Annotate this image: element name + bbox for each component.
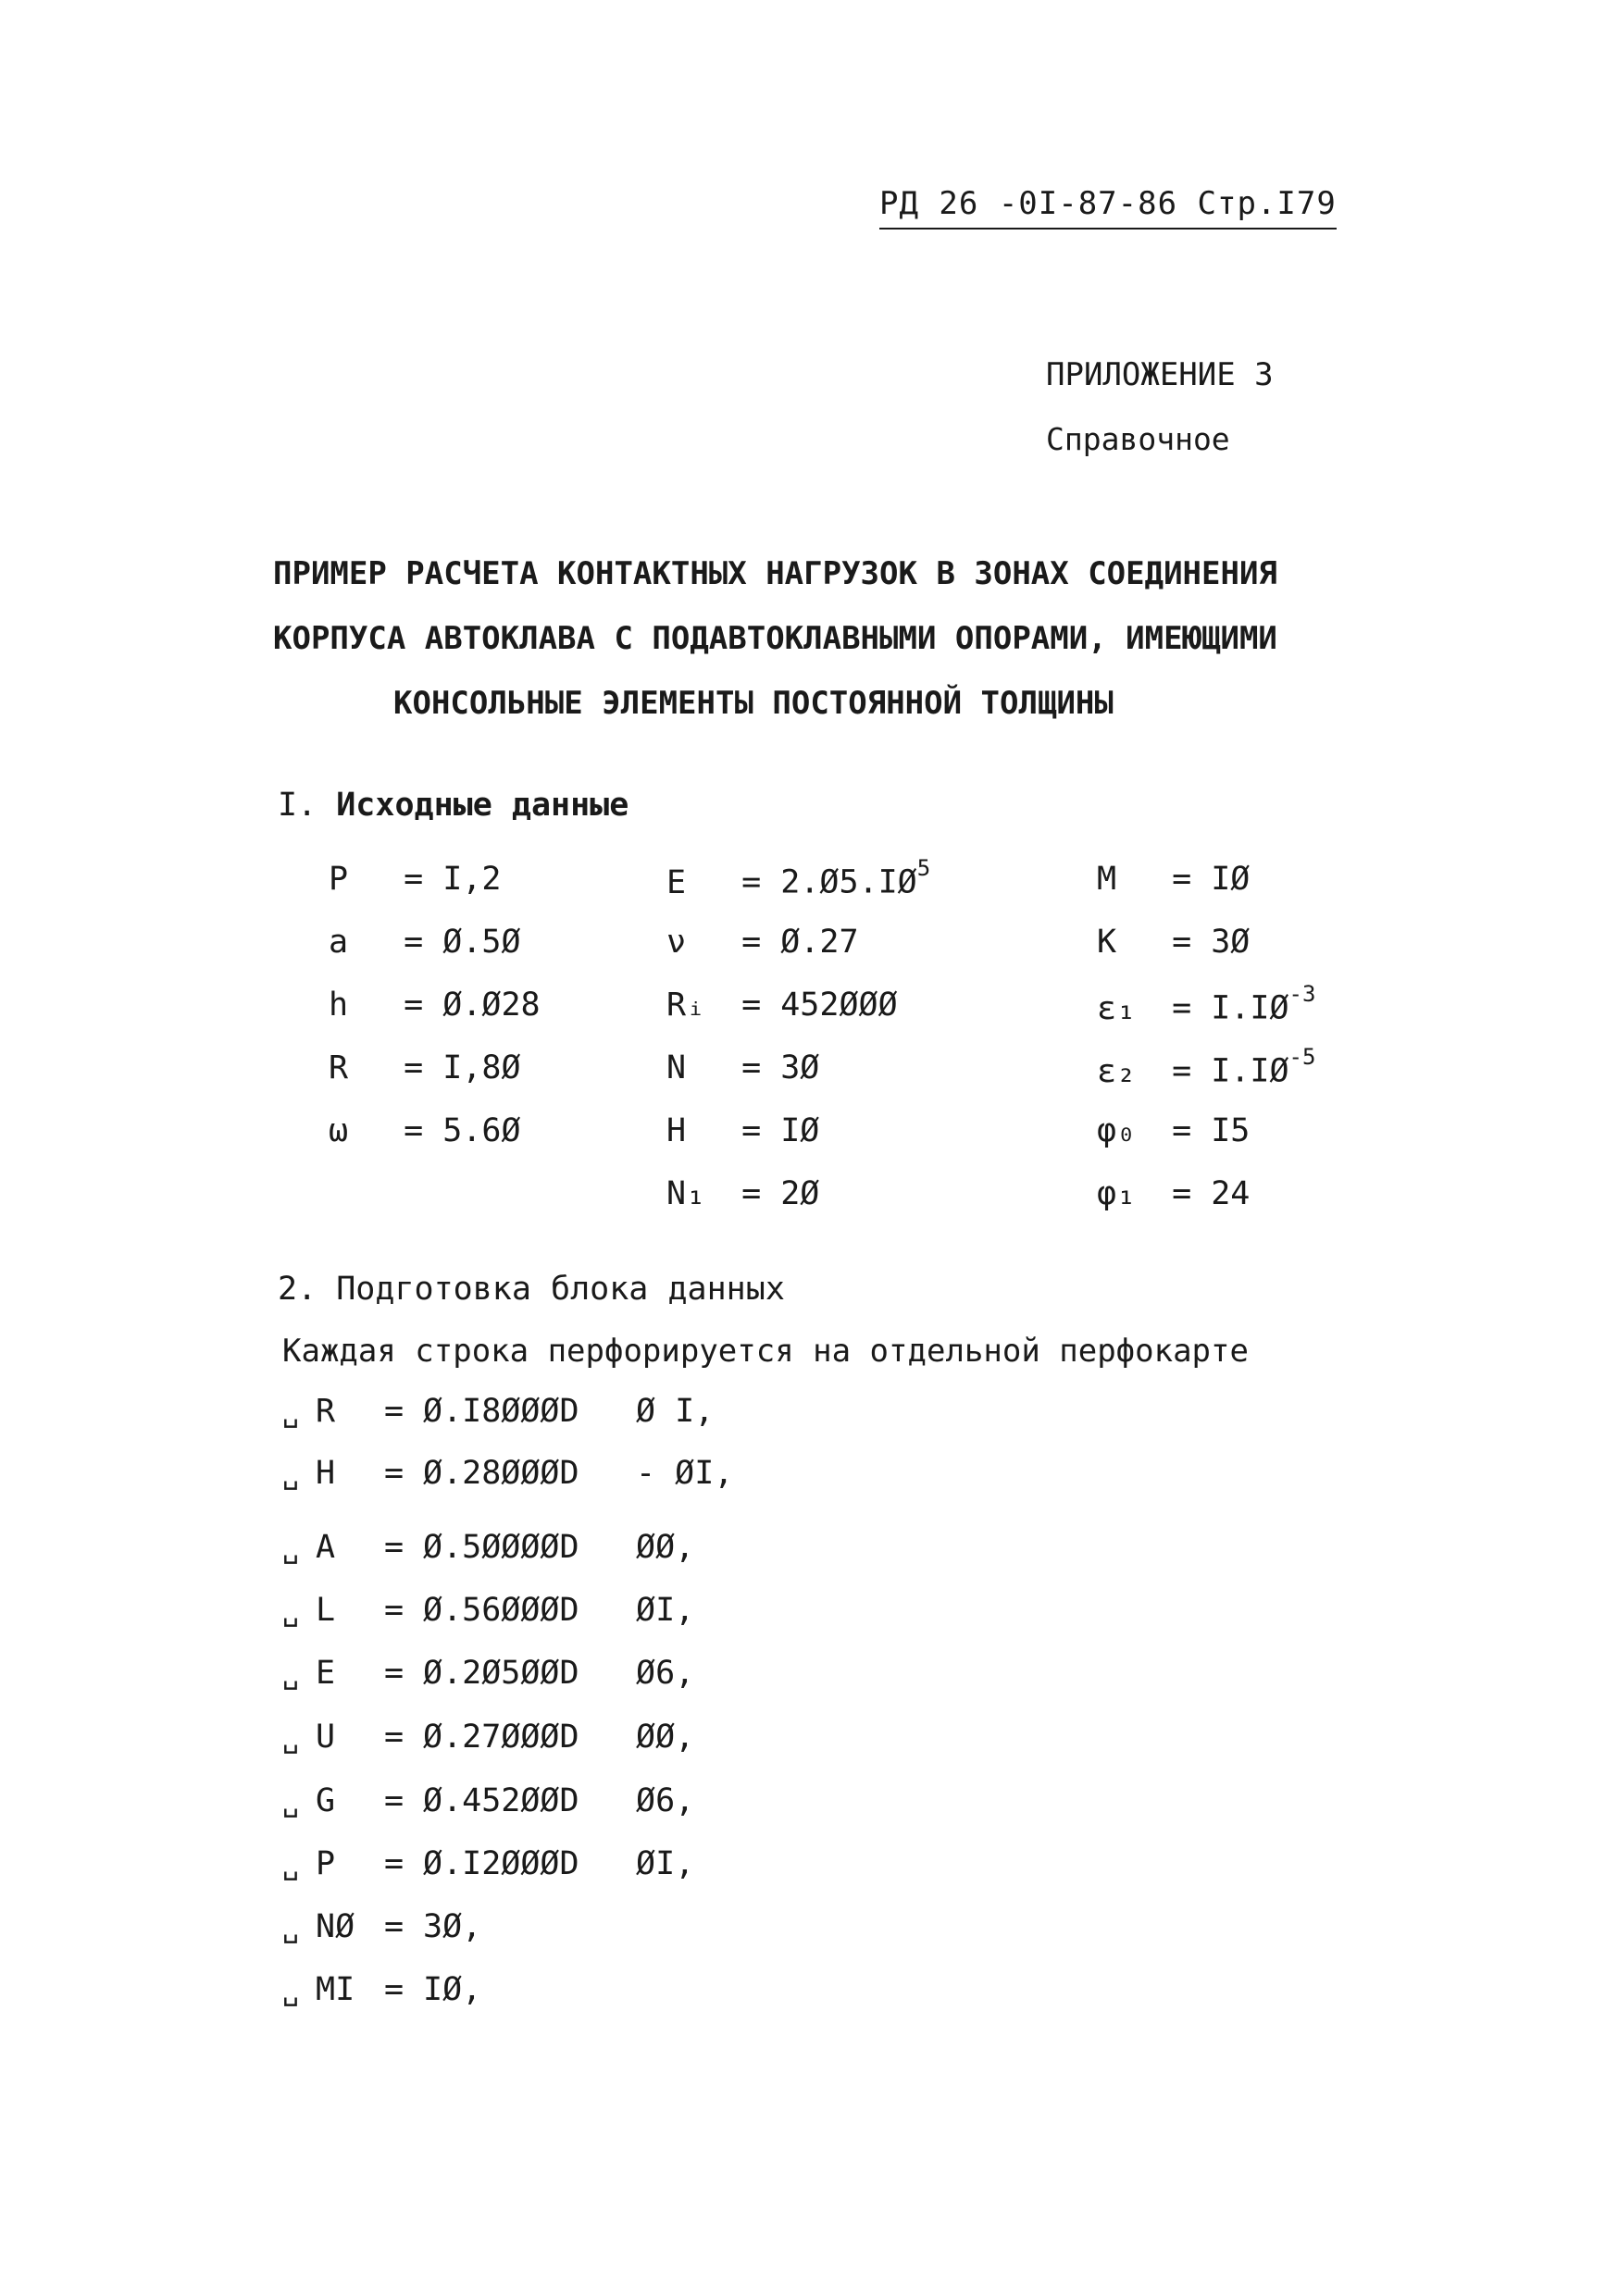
card-var: MI bbox=[316, 1971, 355, 2008]
card-exp: ØI, bbox=[636, 1845, 695, 1882]
param-value: I,8Ø bbox=[442, 1049, 521, 1086]
card-eq: = bbox=[384, 1655, 404, 1692]
param-symbol: φ₀ bbox=[1097, 1112, 1137, 1149]
param-symbol: N₁ bbox=[666, 1175, 706, 1212]
card-exp: Ø I, bbox=[636, 1393, 715, 1430]
card-var: R bbox=[316, 1393, 336, 1430]
card-eq: = bbox=[384, 1782, 404, 1819]
param-value: I.IØ bbox=[1211, 1052, 1289, 1090]
card-value: Ø.5ØØØØD bbox=[423, 1529, 579, 1566]
card-eq: = bbox=[384, 1971, 404, 2008]
param-exponent: -5 bbox=[1288, 1044, 1316, 1070]
card-exp: ØØ, bbox=[636, 1529, 695, 1566]
card-exp: - ØI, bbox=[636, 1455, 734, 1492]
param-h bbox=[329, 987, 541, 1024]
card-line bbox=[282, 1782, 694, 1819]
card-line bbox=[282, 1719, 694, 1756]
param-symbol: a bbox=[329, 924, 349, 961]
card-var: P bbox=[316, 1845, 336, 1882]
param-value: IØ bbox=[780, 1112, 820, 1149]
card-value: Ø.I8ØØØD bbox=[423, 1393, 579, 1430]
card-line bbox=[282, 1592, 694, 1629]
param-symbol: N bbox=[666, 1049, 687, 1086]
card-exp: Ø6, bbox=[636, 1782, 695, 1819]
section-1-number: I. bbox=[278, 787, 317, 824]
card-value: Ø.56ØØØD bbox=[423, 1592, 579, 1629]
param-exponent: 5 bbox=[916, 855, 931, 881]
section-2-number: 2. bbox=[278, 1271, 317, 1308]
param-symbol: ε₁ bbox=[1097, 989, 1137, 1027]
space-symbol: ␣ bbox=[282, 1396, 300, 1429]
param-value: 3Ø bbox=[1211, 924, 1251, 961]
param-symbol: M bbox=[1097, 861, 1117, 898]
card-exp: ØI, bbox=[636, 1592, 695, 1629]
param-p bbox=[329, 861, 501, 898]
card-line bbox=[282, 1908, 636, 1945]
param-symbol: E bbox=[666, 863, 687, 901]
card-exp: Ø6, bbox=[636, 1655, 695, 1692]
card-eq: = bbox=[384, 1592, 404, 1629]
card-line bbox=[282, 1393, 714, 1430]
param-eq: = bbox=[404, 924, 424, 961]
card-var: H bbox=[316, 1455, 336, 1492]
param-n bbox=[666, 1049, 819, 1086]
card-line bbox=[282, 1845, 694, 1882]
param-eq: = bbox=[404, 987, 424, 1024]
param-value: I,2 bbox=[442, 861, 502, 898]
section-1-title: Исходные данные bbox=[336, 787, 629, 824]
section-2-heading bbox=[278, 1271, 785, 1308]
param-symbol: K bbox=[1097, 924, 1117, 961]
param-value: 5.6Ø bbox=[442, 1112, 521, 1149]
param-value: Ø.27 bbox=[780, 924, 859, 961]
param-symbol: Rᵢ bbox=[666, 987, 706, 1024]
param-eq: = bbox=[1172, 1112, 1192, 1149]
card-var: A bbox=[316, 1529, 336, 1566]
param-m bbox=[1097, 861, 1250, 898]
card-var: U bbox=[316, 1719, 336, 1756]
param-value: IØ bbox=[1211, 861, 1251, 898]
param-value: 24 bbox=[1211, 1175, 1251, 1212]
card-value: Ø.2Ø5ØØD bbox=[423, 1655, 579, 1692]
card-line bbox=[282, 1529, 694, 1566]
space-symbol: ␣ bbox=[282, 1975, 300, 2007]
param-eq: = bbox=[1172, 1175, 1192, 1212]
appendix-kind: Справочное bbox=[1046, 421, 1230, 457]
param-eq: = bbox=[1172, 861, 1192, 898]
section-2-intro: Каждая строка перфорируется на отдельной перфокарте bbox=[282, 1333, 1249, 1370]
space-symbol: ␣ bbox=[282, 1458, 300, 1491]
param-eq: = bbox=[741, 987, 762, 1024]
card-eq: = bbox=[384, 1529, 404, 1566]
card-eq: = bbox=[384, 1455, 404, 1492]
param-eq: = bbox=[1172, 924, 1192, 961]
section-1-heading bbox=[278, 787, 629, 824]
space-symbol: ␣ bbox=[282, 1849, 300, 1881]
param-symbol: P bbox=[329, 861, 349, 898]
param-a bbox=[329, 924, 521, 961]
param-ri bbox=[666, 987, 898, 1024]
param-value: I5 bbox=[1211, 1112, 1251, 1149]
document-code: РД 26 -0I-87-86 Стр.I79 bbox=[879, 185, 1337, 230]
space-symbol: ␣ bbox=[282, 1595, 300, 1628]
param-eq: = bbox=[741, 1049, 762, 1086]
param-symbol: h bbox=[329, 987, 349, 1024]
param-eq: = bbox=[404, 1112, 424, 1149]
card-value: Ø.452ØØD bbox=[423, 1782, 579, 1819]
card-value: Ø.28ØØØD bbox=[423, 1455, 579, 1492]
param-eq: = bbox=[404, 1049, 424, 1086]
param-eq: = bbox=[1172, 989, 1192, 1027]
param-e bbox=[666, 855, 931, 901]
param-eq: = bbox=[741, 1112, 762, 1149]
param-h-upper bbox=[666, 1112, 819, 1149]
param-phi-1 bbox=[1097, 1175, 1250, 1212]
param-exponent: -3 bbox=[1288, 981, 1316, 1007]
param-value: 452ØØØ bbox=[780, 987, 898, 1024]
param-eq: = bbox=[741, 863, 762, 901]
card-var: E bbox=[316, 1655, 336, 1692]
param-r bbox=[329, 1049, 521, 1086]
param-eq: = bbox=[741, 924, 762, 961]
param-phi-0 bbox=[1097, 1112, 1250, 1149]
param-symbol: H bbox=[666, 1112, 687, 1149]
appendix-label: ПРИЛОЖЕНИЕ 3 bbox=[1046, 356, 1274, 393]
card-value: IØ, bbox=[423, 1971, 482, 2008]
card-line bbox=[282, 1971, 636, 2008]
param-eq: = bbox=[1172, 1052, 1192, 1090]
card-var: G bbox=[316, 1782, 336, 1819]
param-nu bbox=[666, 924, 859, 961]
space-symbol: ␣ bbox=[282, 1912, 300, 1944]
section-2-title: Подготовка блока данных bbox=[336, 1271, 785, 1308]
card-eq: = bbox=[384, 1908, 404, 1945]
param-symbol: ε₂ bbox=[1097, 1052, 1137, 1090]
param-value: 2.Ø5.IØ bbox=[780, 863, 917, 901]
param-value: 3Ø bbox=[780, 1049, 820, 1086]
param-value: 2Ø bbox=[780, 1175, 820, 1212]
card-var: L bbox=[316, 1592, 336, 1629]
card-line bbox=[282, 1455, 733, 1492]
title-line-3: КОНСОЛЬНЫЕ ЭЛЕМЕНТЫ ПОСТОЯННОЙ ТОЛЩИНЫ bbox=[393, 685, 1114, 722]
card-var: NØ bbox=[316, 1908, 355, 1945]
space-symbol: ␣ bbox=[282, 1658, 300, 1691]
card-eq: = bbox=[384, 1719, 404, 1756]
card-value: 3Ø, bbox=[423, 1908, 482, 1945]
card-value: Ø.I2ØØØD bbox=[423, 1845, 579, 1882]
space-symbol: ␣ bbox=[282, 1533, 300, 1565]
space-symbol: ␣ bbox=[282, 1786, 300, 1818]
param-epsilon-2 bbox=[1097, 1044, 1316, 1090]
card-value: Ø.27ØØØD bbox=[423, 1719, 579, 1756]
param-n1 bbox=[666, 1175, 819, 1212]
param-eq: = bbox=[404, 861, 424, 898]
param-symbol: ω bbox=[329, 1112, 349, 1149]
document-title bbox=[273, 541, 1412, 736]
title-line-2: КОРПУСА АВТОКЛАВА С ПОДАВТОКЛАВНЫМИ ОПОРАМИ, ИМЕЮЩИМИ bbox=[273, 620, 1277, 657]
param-epsilon-1 bbox=[1097, 981, 1316, 1027]
param-eq: = bbox=[741, 1175, 762, 1212]
param-value: I.IØ bbox=[1211, 989, 1289, 1027]
card-eq: = bbox=[384, 1393, 404, 1430]
space-symbol: ␣ bbox=[282, 1722, 300, 1755]
card-exp: ØØ, bbox=[636, 1719, 695, 1756]
param-value: Ø.5Ø bbox=[442, 924, 521, 961]
title-line-1: ПРИМЕР РАСЧЕТА КОНТАКТНЫХ НАГРУЗОК В ЗОНАХ СОЕДИНЕНИЯ bbox=[273, 555, 1277, 592]
card-eq: = bbox=[384, 1845, 404, 1882]
param-symbol: R bbox=[329, 1049, 349, 1086]
param-value: Ø.Ø28 bbox=[442, 987, 541, 1024]
param-symbol: φ₁ bbox=[1097, 1175, 1137, 1212]
param-omega bbox=[329, 1112, 521, 1149]
card-line bbox=[282, 1655, 694, 1692]
param-symbol: ν bbox=[666, 924, 687, 961]
param-k bbox=[1097, 924, 1250, 961]
